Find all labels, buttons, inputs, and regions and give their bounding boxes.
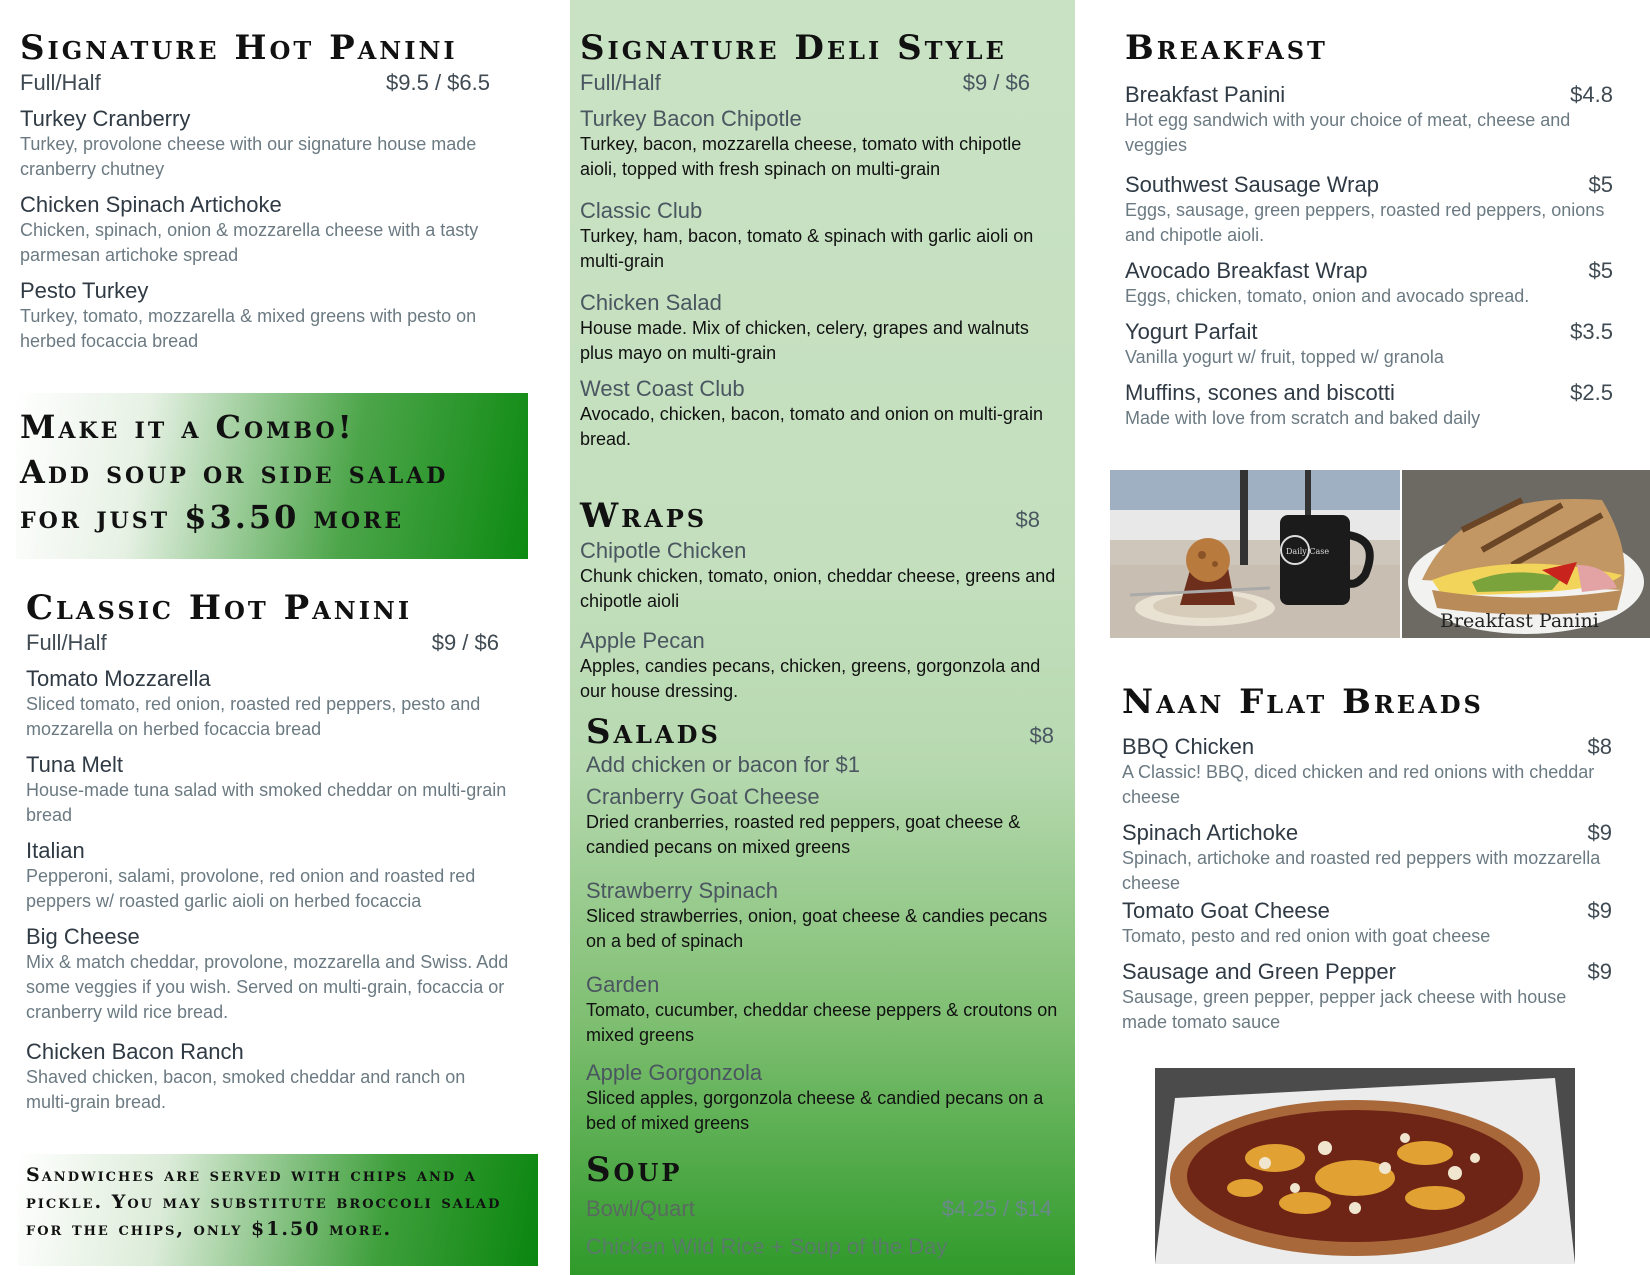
menu-item (586, 878, 1062, 954)
item-description: Turkey, tomato, mozzarella & mixed greens with pesto on herbed focaccia bread (20, 306, 477, 351)
combo-line-1: Make it a Combo! (20, 408, 355, 446)
item-description: Tomato, pesto and red onion with goat cheese (1122, 926, 1491, 946)
item-name: Chicken Spinach Artichoke (20, 192, 282, 217)
item-name: Italian (26, 838, 85, 863)
item-price: $8 (1587, 734, 1612, 759)
item-name: Apple Pecan (580, 628, 705, 653)
signature-deli-section (580, 28, 1060, 452)
section-title: Wraps (580, 496, 708, 536)
item-description: Chunk chicken, tomato, onion, cheddar cheese, greens and chipotle aioli (580, 566, 1056, 611)
item-description: Turkey, provolone cheese with our signature house made cranberry chutney (20, 134, 477, 179)
menu-item (586, 784, 1062, 860)
section-price: $9 / $6 (962, 70, 1030, 95)
menu-item (1125, 82, 1613, 158)
salads-section (586, 712, 1062, 1136)
item-description: House-made tuna salad with smoked cheddar on multi-grain bread (26, 780, 507, 825)
breakfast-panini-photo (1402, 470, 1650, 638)
section-title: Classic Hot Panini (26, 588, 413, 628)
item-name: Muffins, scones and biscotti (1125, 380, 1395, 405)
size-label: Full/Half (580, 70, 661, 95)
item-name: Apple Gorgonzola (586, 1060, 763, 1085)
combo-banner (16, 393, 528, 559)
item-name: Pesto Turkey (20, 278, 149, 303)
middle-column (570, 0, 1075, 1275)
item-price: $2.5 (1570, 380, 1613, 405)
item-name: Strawberry Spinach (586, 878, 778, 903)
section-title: Soup (586, 1150, 683, 1190)
menu-item (1125, 380, 1613, 431)
item-name: Sausage and Green Pepper (1122, 959, 1396, 984)
item-name: Chicken Salad (580, 290, 722, 315)
item-description: Made with love from scratch and baked daily (1125, 408, 1481, 428)
item-name: Chipotle Chicken (580, 538, 747, 563)
section-title: Signature Hot Panini (20, 28, 458, 68)
item-name: Tomato Goat Cheese (1122, 898, 1330, 923)
combo-line-2: Add soup or side salad (20, 453, 449, 491)
soup-section (586, 1150, 1052, 1260)
section-title: Breakfast (1125, 28, 1328, 68)
naan-flat-breads-section (1122, 682, 1612, 1035)
item-name: BBQ Chicken (1122, 734, 1255, 759)
item-description: Shaved chicken, bacon, smoked cheddar and ranch on multi-grain bread. (26, 1067, 466, 1112)
section-title: Signature Deli Style (580, 28, 1007, 68)
item-description: Turkey, ham, bacon, tomato & spinach with garlic aioli on multi-grain (580, 226, 1034, 271)
item-description: Avocado, chicken, bacon, tomato and onion on multi-grain bread. (580, 404, 1043, 449)
item-name: Breakfast Panini (1125, 82, 1286, 107)
menu-item (20, 278, 490, 354)
item-description: Hot egg sandwich with your choice of meat, cheese and veggies (1125, 110, 1571, 155)
menu-item (20, 106, 490, 182)
menu-item (1122, 959, 1612, 1035)
menu-item (1122, 734, 1612, 810)
breakfast-section (1125, 28, 1613, 431)
item-description: Vanilla yogurt w/ fruit, topped w/ granola (1125, 347, 1444, 367)
menu-item (580, 376, 1060, 452)
salads-note: Add chicken or bacon for $1 (586, 752, 860, 777)
muffin-coffee-photo (1110, 470, 1400, 638)
menu-item (586, 972, 1062, 1048)
combo-line-3: for just $3.50 more (20, 498, 405, 536)
item-name: Tomato Mozzarella (26, 666, 211, 691)
item-description: House made. Mix of chicken, celery, grapes and walnuts plus mayo on multi-grain (580, 318, 1029, 363)
item-price: $9 (1587, 959, 1612, 984)
item-name: West Coast Club (580, 376, 745, 401)
menu-item (26, 666, 511, 742)
item-description: Eggs, chicken, tomato, onion and avocado spread. (1125, 286, 1530, 306)
classic-hot-panini-section (26, 588, 511, 1115)
item-name: Turkey Cranberry (20, 106, 191, 131)
item-description: Turkey, bacon, mozzarella cheese, tomato with chipotle aioli, topped with fresh spinach on multi-grain (580, 134, 1022, 179)
menu-item (1125, 172, 1613, 248)
menu-item (20, 192, 490, 268)
menu-item (1125, 319, 1613, 370)
menu-item (586, 1060, 1062, 1136)
menu-item (26, 924, 511, 1025)
item-price: $9 (1587, 820, 1612, 845)
section-price: $8 (1029, 723, 1054, 748)
item-description: Spinach, artichoke and roasted red peppers with mozzarella cheese (1122, 848, 1601, 893)
section-price: $4.25 / $14 (941, 1196, 1052, 1221)
item-name: Spinach Artichoke (1122, 820, 1299, 845)
item-name: Classic Club (580, 198, 703, 223)
item-price: $9 (1587, 898, 1612, 923)
size-label: Bowl/Quart (586, 1196, 695, 1221)
item-name: Big Cheese (26, 924, 140, 949)
section-price: $9 / $6 (431, 630, 499, 655)
menu-item (580, 290, 1060, 366)
item-description: Sausage, green pepper, pepper jack cheese with house made tomato sauce (1122, 987, 1567, 1032)
section-title: Salads (586, 712, 721, 752)
menu-item (580, 628, 1060, 704)
menu-item (1122, 820, 1612, 896)
mug-text: Daily Case (1286, 547, 1330, 556)
signature-hot-panini-section (20, 28, 490, 354)
item-price: $5 (1588, 172, 1613, 197)
menu-item (26, 1039, 511, 1115)
item-description: Sliced apples, gorgonzola cheese & candied pecans on a bed of mixed greens (586, 1088, 1044, 1133)
section-price: $9.5 / $6.5 (386, 70, 490, 95)
photo-caption: Breakfast Panini (1440, 610, 1599, 632)
item-name: Avocado Breakfast Wrap (1125, 258, 1368, 283)
menu-item (580, 106, 1060, 182)
flatbread-photo (1155, 1068, 1575, 1264)
menu-item (580, 198, 1060, 274)
menu-item (1125, 258, 1613, 309)
item-name: Garden (586, 972, 660, 997)
item-name: Turkey Bacon Chipotle (580, 106, 802, 131)
item-price: $4.8 (1570, 82, 1613, 107)
item-description: Apples, candies pecans, chicken, greens, gorgonzola and our house dressing. (580, 656, 1041, 701)
item-description: Tomato, cucumber, cheddar cheese peppers & croutons on mixed greens (586, 1000, 1058, 1045)
item-name: Chicken Bacon Ranch (26, 1039, 244, 1064)
item-description: Chicken, spinach, onion & mozzarella cheese with a tasty parmesan artichoke spread (20, 220, 479, 265)
item-description: Eggs, sausage, green peppers, roasted red peppers, onions and chipotle aioli. (1125, 200, 1605, 245)
menu-item (26, 838, 511, 914)
item-price: $3.5 (1570, 319, 1613, 344)
menu-item (580, 538, 1060, 614)
size-label: Full/Half (26, 630, 107, 655)
item-description: Pepperoni, salami, provolone, red onion and roasted red peppers w/ roasted garlic aioli on herbed focaccia (26, 866, 476, 911)
wraps-section (580, 496, 1060, 704)
size-label: Full/Half (20, 70, 101, 95)
item-price: $5 (1588, 258, 1613, 283)
item-description: A Classic! BBQ, diced chicken and red onions with cheddar cheese (1122, 762, 1595, 807)
section-price: $8 (1015, 507, 1040, 532)
item-description: Dried cranberries, roasted red peppers, goat cheese & candied pecans on mixed greens (586, 812, 1021, 857)
item-name: Tuna Melt (26, 752, 124, 777)
item-description: Sliced strawberries, onion, goat cheese & candies pecans on a bed of spinach (586, 906, 1048, 951)
section-title: Naan Flat Breads (1122, 682, 1484, 722)
item-description: Mix & match cheddar, provolone, mozzarella and Swiss. Add some veggies if you wish. Served on multi-grain, focaccia or cranberry wild rice bread. (26, 952, 509, 1022)
item-name: Cranberry Goat Cheese (586, 784, 820, 809)
menu-item (26, 752, 511, 828)
item-name: Yogurt Parfait (1125, 319, 1258, 344)
menu-item (1122, 898, 1612, 949)
served-note-banner (18, 1154, 538, 1266)
item-description: Sliced tomato, red onion, roasted red peppers, pesto and mozzarella on herbed focaccia bread (26, 694, 481, 739)
item-name: Southwest Sausage Wrap (1125, 172, 1379, 197)
served-note: Sandwiches are served with chips and a pickle. You may substitute broccoli salad for the chips, only $1.50 more. (26, 1164, 502, 1240)
soup-item: Chicken Wild Rice + Soup of the Day (586, 1234, 948, 1259)
